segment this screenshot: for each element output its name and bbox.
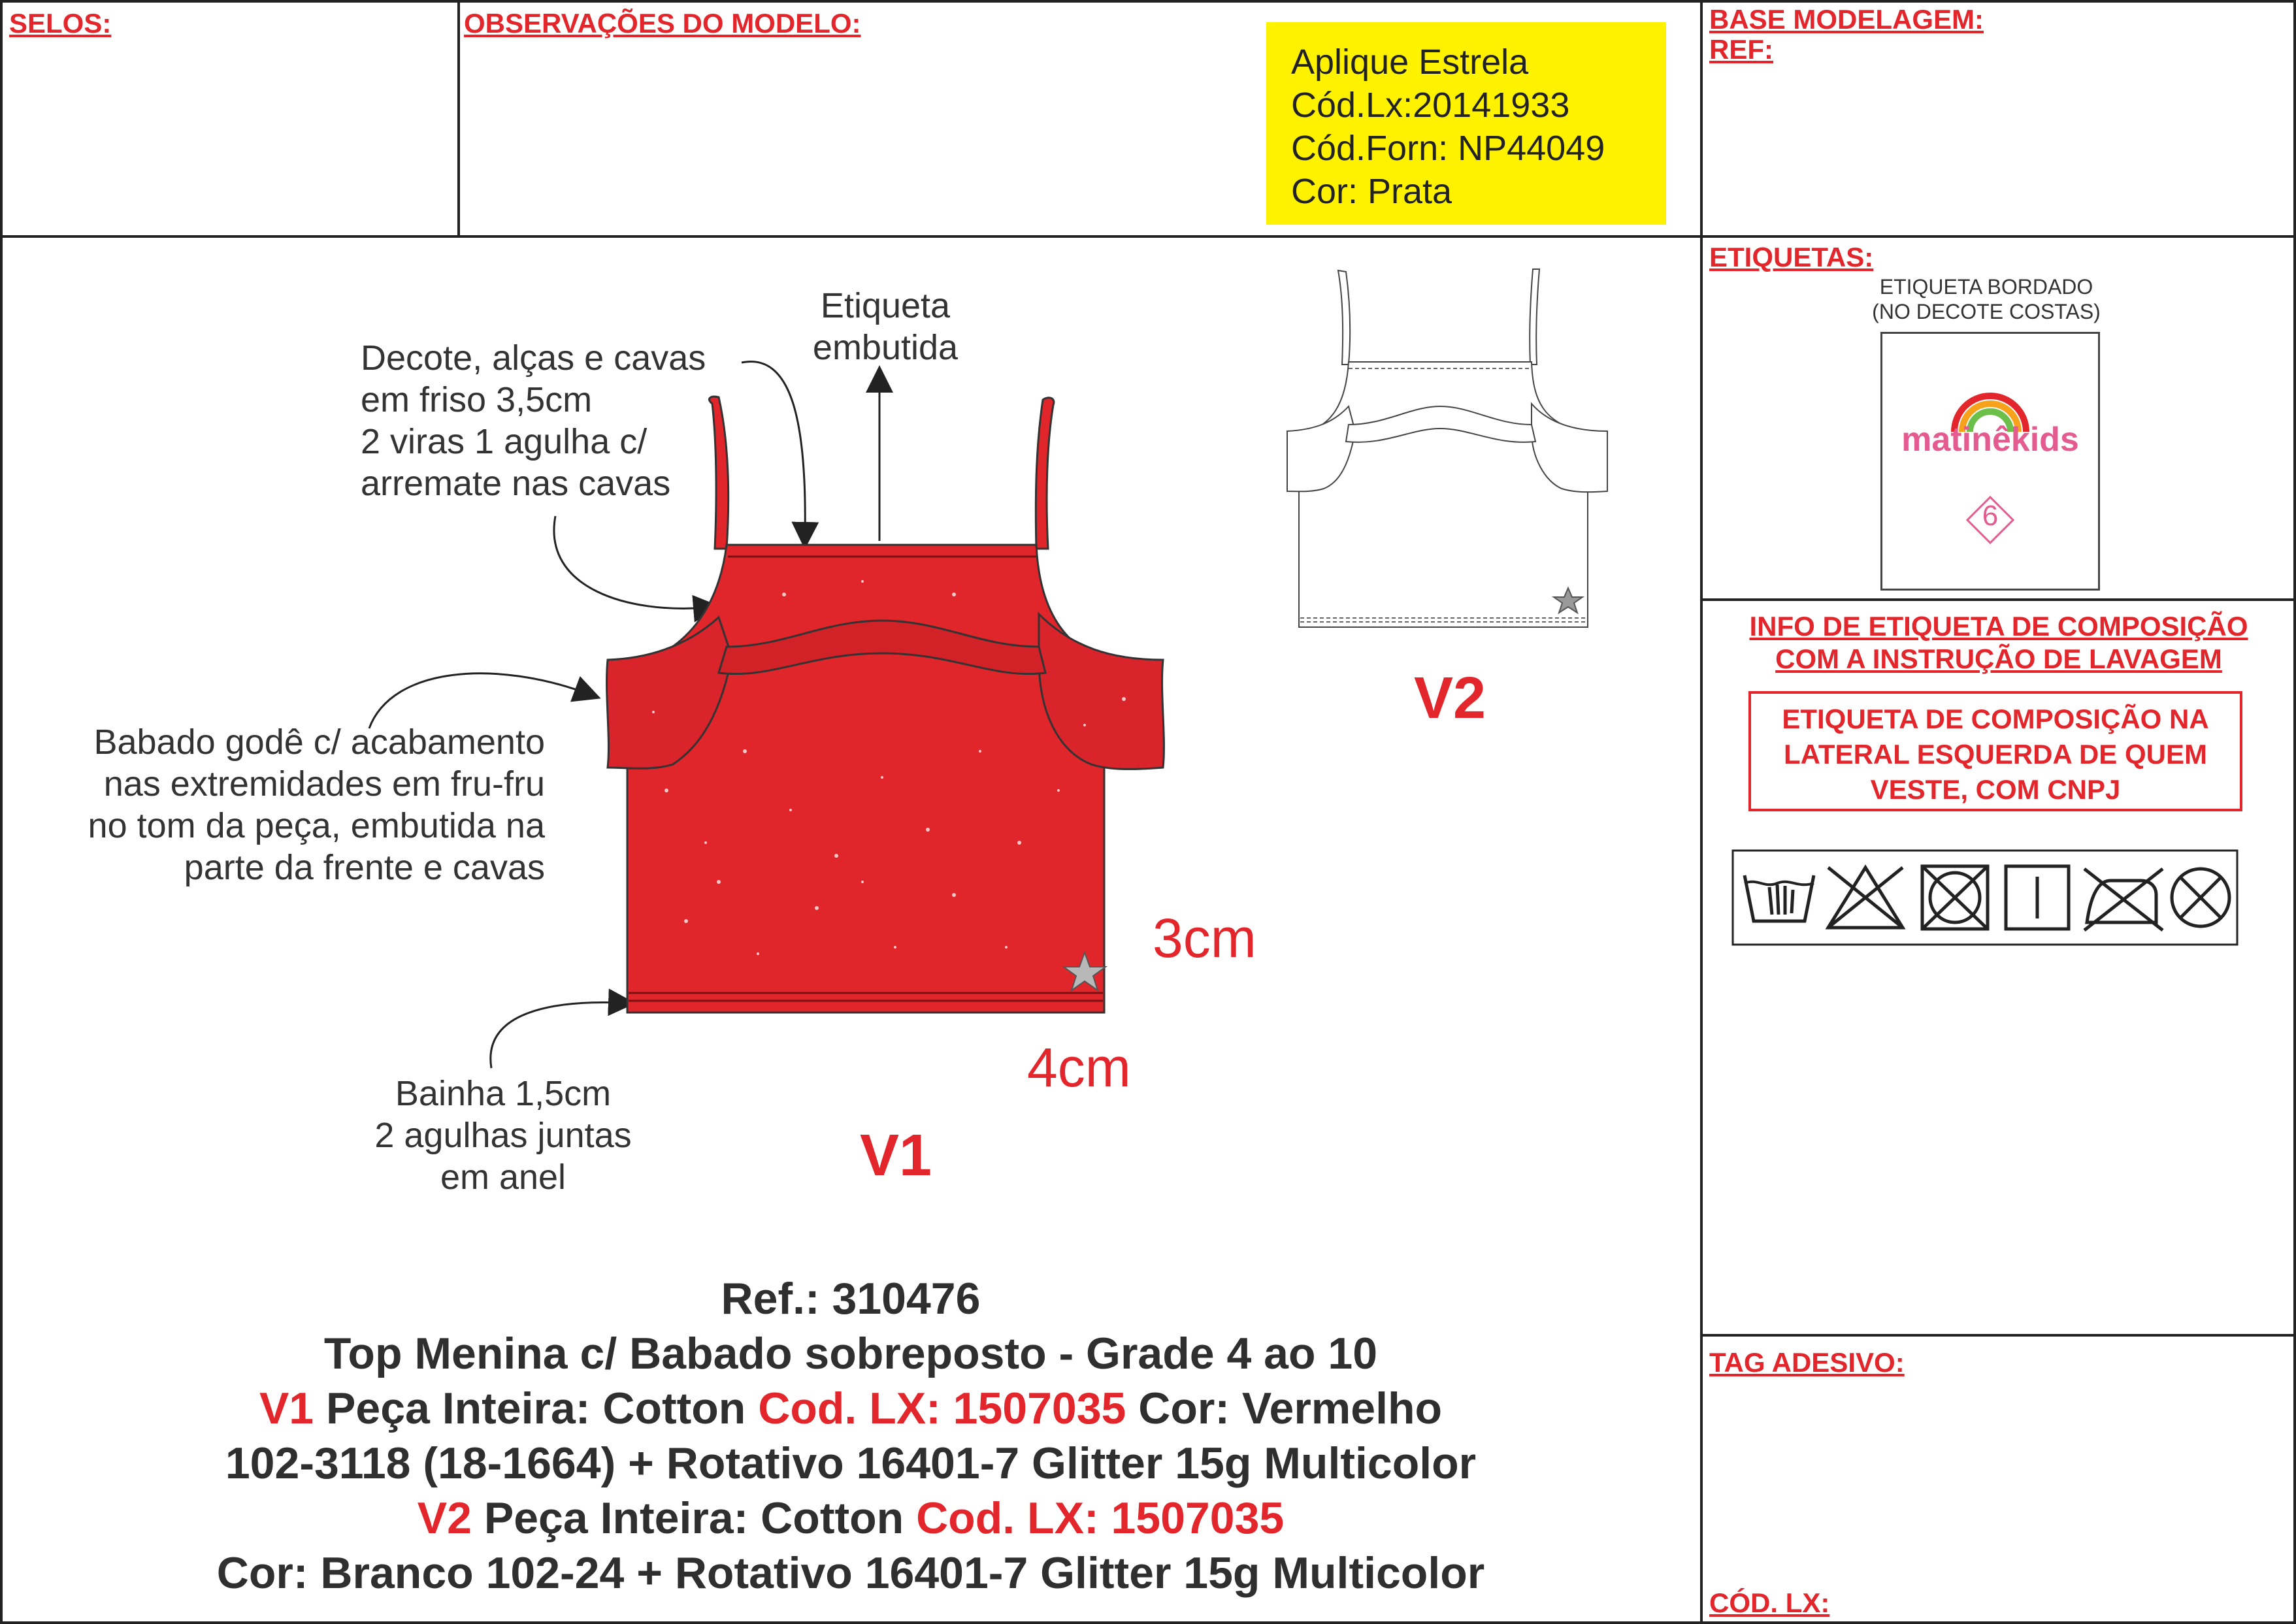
size-number: 6 [1982, 500, 1999, 532]
selos-label: SELOS: [9, 8, 112, 39]
v2-spec-line2: Cor: Branco 102-24 + Rotativo 16401-7 Glitter 15g Multicolor [216, 1548, 1485, 1598]
brand-logo-text: matinêkids [1901, 421, 2079, 459]
v1-label: V1 [860, 1123, 932, 1188]
brand-label-sample [1880, 332, 2100, 591]
rainbow-logo-icon [1882, 334, 2098, 589]
observacoes-label: OBSERVAÇÕES DO MODELO: [464, 8, 861, 39]
v1-spec-line2: 102-3118 (18-1664) + Rotativo 16401-7 Glitter 15g Multicolor [225, 1438, 1477, 1488]
care-symbols-strip [1731, 849, 2239, 946]
product-description [0, 1271, 1701, 1600]
base-modelagem-label: BASE MODELAGEM: [1709, 4, 1984, 35]
etiqueta-bordado-caption: ETIQUETA BORDADO (NO DECOTE COSTAS) [1872, 275, 2101, 323]
babado-note: Babado godê c/ acabamento nas extremidades em fru-fru no tom da peça, embutida na parte da frente e cavas [88, 723, 545, 887]
applique-name: Aplique Estrela [1291, 42, 1529, 82]
applique-cod-forn: Cód.Forn: NP44049 [1291, 129, 1605, 168]
applique-color: Cor: Prata [1291, 172, 1452, 211]
etiqueta-embutida-note: Etiqueta embutida [812, 286, 959, 367]
dimension-4cm: 4cm [1027, 1037, 1131, 1098]
v2-spec-line1: V2 Peça Inteira: Cotton Cod. LX: 1507035 [417, 1493, 1285, 1543]
applique-cod-lx: Cód.Lx:20141933 [1291, 86, 1570, 125]
etiquetas-label: ETIQUETAS: [1709, 242, 1874, 272]
tag-adesivo-label: TAG ADESIVO: [1709, 1347, 1905, 1378]
product-ref: Ref.: 310476 [721, 1274, 981, 1324]
info-etiqueta-title: INFO DE ETIQUETA DE COMPOSIÇÃO COM A INSTRUÇÃO DE LAVAGEM [1749, 611, 2248, 674]
decote-note: Decote, alças e cavas em friso 3,5cm 2 viras 1 agulha c/ arremate nas cavas [361, 338, 706, 503]
cod-lx-label: CÓD. LX: [1709, 1587, 1830, 1618]
dimension-3cm: 3cm [1153, 907, 1256, 969]
v2-garment-sketch [1281, 261, 1620, 640]
bainha-note: Bainha 1,5cm 2 agulhas juntas em anel [374, 1074, 632, 1197]
v2-label: V2 [1414, 666, 1486, 731]
composicao-box: ETIQUETA DE COMPOSIÇÃO NA LATERAL ESQUERDA DE QUEM VESTE, COM CNPJ [1748, 691, 2242, 811]
product-title: Top Menina c/ Babado sobreposto - Grade 4 ao 10 [323, 1329, 1378, 1378]
v1-spec-line1: V1 Peça Inteira: Cotton Cod. LX: 1507035 Cor: Vermelho [259, 1384, 1443, 1433]
ref-label: REF: [1709, 34, 1773, 65]
